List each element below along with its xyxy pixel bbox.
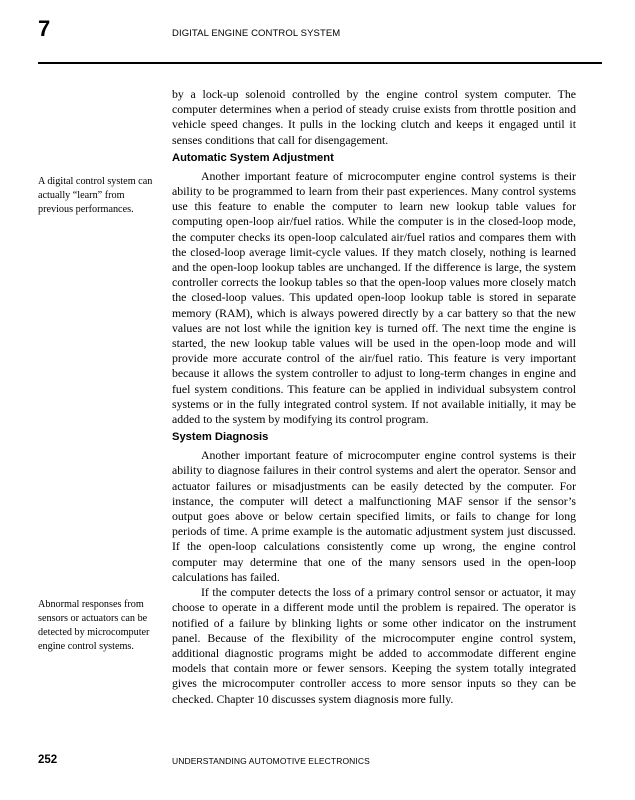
paragraph-diagnosis-1: Another important feature of microcomputer engine control systems is their ability to diagnose failures in their control systems and alert the operator. Sensor and actuator failures or misadjustments can be easily detected by the computer. For instance, the computer will detect a malfunctioning MAF sensor if the sensor’s output goes above or below certain specified limits, or fails to change for long periods of time. A prime example is the automatic adjustment system just discussed. If the open-loop calculations consistently come up wrong, the engine control computer may determine that one of the many sensors used in the open-loop calculations has failed. xyxy=(172,448,576,584)
margin-note-diagnosis: Abnormal responses from sensors or actuators can be detected by microcomputer engine control systems. xyxy=(38,599,150,653)
section-heading-automatic-adjustment: Automatic System Adjustment xyxy=(172,151,334,164)
main-text xyxy=(172,87,576,707)
page-number: 252 xyxy=(38,754,58,766)
header-rule xyxy=(38,62,602,64)
running-header: DIGITAL ENGINE CONTROL SYSTEM xyxy=(172,28,341,39)
paragraph-diagnosis-2: If the computer detects the loss of a primary control sensor or actuator, it may choose to operate in a different mode until the problem is repaired. The operator is notified of a failure by blinking lights or some other indicator on the instrument panel. Because of the flexibility of the microcomputer engine control system, additional diagnostic programs might be added to accommodate different engine models that contain more or fewer sensors. Keeping the system totally integrated gives the microcomputer controller access to more sensor inputs so they can be checked. Chapter 10 discusses system diagnosis more fully. xyxy=(172,585,576,706)
margin-note-learning: A digital control system can actually “learn” from previous performances. xyxy=(38,176,153,216)
running-footer: UNDERSTANDING AUTOMOTIVE ELECTRONICS xyxy=(172,756,370,766)
chapter-number: 7 xyxy=(38,16,51,41)
continuation-paragraph: by a lock-up solenoid controlled by the engine control system computer. The computer determines when a period of steady cruise exists from throttle position and vehicle speed changes. It pulls in the locking clutch and keeps it engaged until it senses conditions that call for disengagement. xyxy=(172,87,576,147)
paragraph-automatic-adjustment: Another important feature of microcomputer engine control systems is their ability to be programmed to learn from their past experiences. Many control systems use this feature to enable the computer to learn new lookup table values for computing open-loop air/fuel ratios. While the computer is in the closed-loop mode, the computer checks its open-loop calculated air/fuel ratios and compares them with the closed-loop average limit-cycle values. If they match closely, nothing is learned and the open-loop lookup tables are unchanged. If the difference is large, the system controller corrects the lookup tables so that the open-loop values more closely match the closed-loop values. This updated open-loop lookup table is stored in separate memory (RAM), which is always powered directly by a car battery so that the new values are not lost while the ignition key is turned off. The next time the engine is started, the new lookup table values will be used in the open-loop mode and will provide more accurate control of the air/fuel ratio. This feature is very important because it allows the system controller to adjust to long-term changes in engine and fuel system conditions. This feature can be applied in individual subsystem control systems or in the fully integrated control system. If not available initially, it may be added to the system by modifying its control program. xyxy=(172,168,576,427)
section-heading-system-diagnosis: System Diagnosis xyxy=(172,431,269,444)
